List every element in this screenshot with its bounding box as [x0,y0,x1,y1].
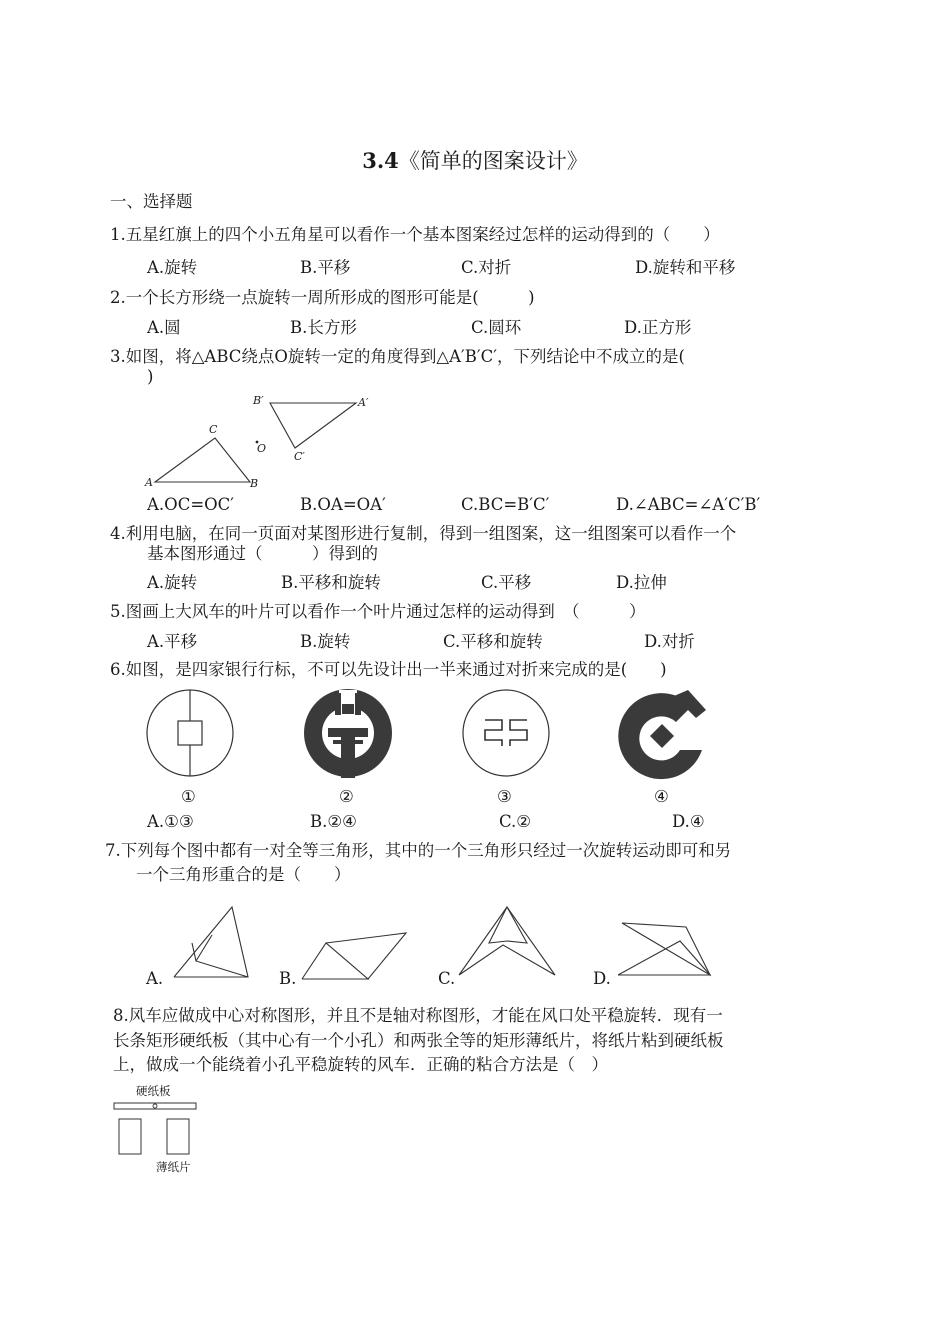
q7-figure-a [170,903,255,983]
paper-sheet-left [119,1119,141,1154]
q7-figure-d [612,915,716,981]
bank-logo-4 [618,688,708,780]
label-b-prime: B′ [253,394,264,407]
q1-option-d[interactable]: D.旋转和平移 [635,258,736,277]
board-label: 硬纸板 [136,1084,171,1098]
paper-sheet-right [167,1119,189,1154]
q4-option-c[interactable]: C.平移 [481,573,532,592]
q2-stem: 2.一个长方形绕一点旋转一周所形成的图形可能是( ) [110,288,535,307]
q7-option-d[interactable]: D. [593,969,611,988]
logo-label-1: ① [181,787,196,806]
q4-option-d[interactable]: D.拉伸 [616,573,667,592]
q6-option-b[interactable]: B.②④ [310,812,357,831]
q8-stem-line2: 长条矩形硬纸板（其中心有一个小孔）和两张全等的矩形薄纸片，将纸片粘到硬纸板 [113,1031,724,1050]
q4-stem-line1: 4.利用电脑，在同一页面对某图形进行复制，得到一组图案，这一组图案可以看作一个 [110,524,737,543]
q5-option-c[interactable]: C.平移和旋转 [443,632,543,651]
q3-option-a[interactable]: A.OC=OC′ [147,495,235,514]
paper-label: 薄纸片 [156,1160,191,1174]
q7-figure-b [298,927,410,983]
q6-option-a[interactable]: A.①③ [147,812,194,831]
label-a-prime: A′ [358,396,369,409]
q1-stem: 1.五星红旗上的四个小五角星可以看作一个基本图案经过怎样的运动得到的（ ） [110,225,720,244]
title-text: 《简单的图案设计》 [398,149,588,173]
q6-stem: 6.如图，是四家银行行标，不可以先设计出一半来通过对折来完成的是( ) [110,660,667,679]
label-o: O [257,442,267,455]
logo-label-3: ③ [497,787,512,806]
label-c: C [209,423,218,436]
triangle-abc [155,438,250,482]
q7-stem-line1: 7.下列每个图中都有一对全等三角形，其中的一个三角形只经过一次旋转运动即可和另 [105,841,732,860]
q2-option-b[interactable]: B.长方形 [290,318,357,337]
q7-option-a[interactable]: A. [146,969,164,988]
q3-stem-line2: ) [147,367,154,386]
page-title [0,145,950,175]
q5-stem: 5.图画上大风车的叶片可以看作一个叶片通过怎样的运动得到 （ ） [110,602,646,621]
q3-option-d[interactable]: D.∠ABC=∠A′C′B′ [616,495,761,514]
label-b: B [250,477,259,490]
q8-stem-line1: 8.风车应做成中心对称图形，并且不是轴对称图形，才能在风口处平稳旋转．现有一 [113,1006,723,1025]
logo-label-2: ② [339,787,354,806]
q3-stem-line1: 3.如图，将△ABC绕点O旋转一定的角度得到△A′B′C′，下列结论中不成立的是( [110,347,685,366]
label-c-prime: C′ [294,450,305,463]
q1-option-c[interactable]: C.对折 [461,258,512,277]
q2-option-a[interactable]: A.圆 [147,318,181,337]
q8-windmill-materials-figure [108,1082,208,1178]
q6-option-d[interactable]: D.④ [672,812,705,831]
q1-option-a[interactable]: A.旋转 [147,258,198,277]
q1-option-b[interactable]: B.平移 [300,258,351,277]
q7-figure-c [455,903,565,983]
q4-option-b[interactable]: B.平移和旋转 [281,573,381,592]
q8-stem-line3: 上，做成一个能绕着小孔平稳旋转的风车．正确的粘合方法是（ ） [113,1055,608,1074]
triangle-a1b1c1 [270,403,356,448]
q3-option-c[interactable]: C.BC=B′C′ [461,495,550,514]
bank-logo-2 [303,688,393,780]
q5-option-b[interactable]: B.旋转 [300,632,351,651]
bank-logo-3 [461,688,551,780]
q4-stem-line2: 基本图形通过（ ）得到的 [147,544,378,563]
q2-option-c[interactable]: C.圆环 [471,318,522,337]
q7-stem-line2: 一个三角形重合的是（ ） [136,865,351,884]
q3-option-b[interactable]: B.OA=OA′ [300,495,386,514]
logo-label-4: ④ [654,787,669,806]
q7-option-b[interactable]: B. [279,969,297,988]
q5-option-d[interactable]: D.对折 [644,632,695,651]
q3-rotation-figure [140,388,380,494]
q4-option-a[interactable]: A.旋转 [147,573,198,592]
label-a: A [145,476,153,489]
q6-option-c[interactable]: C.② [499,812,532,831]
bank-logo-1 [145,688,235,780]
center-hole [153,1104,157,1108]
title-number: 3.4 [362,148,399,173]
section-heading: 一、选择题 [110,192,193,211]
q2-option-d[interactable]: D.正方形 [624,318,692,337]
q7-option-c[interactable]: C. [438,969,456,988]
q5-option-a[interactable]: A.平移 [147,632,198,651]
